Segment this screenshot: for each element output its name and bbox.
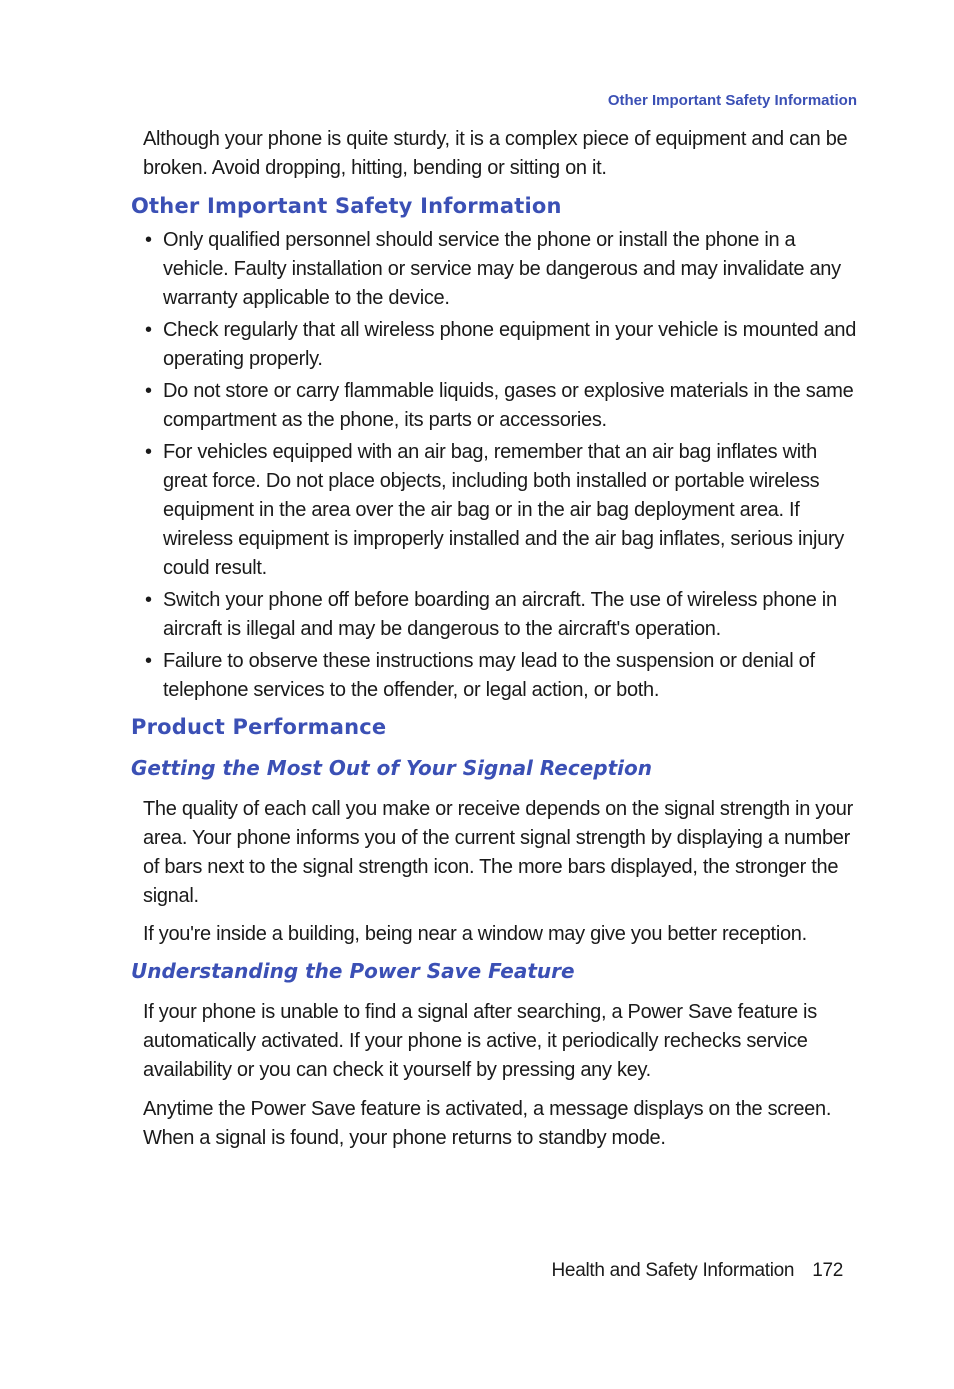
signal-paragraph-2: If you're inside a building, being near a window may give you better reception.	[143, 923, 807, 945]
running-header: Other Important Safety Information	[607, 92, 857, 109]
page-footer	[552, 1260, 843, 1282]
list-item	[145, 316, 865, 374]
bullet-text: Switch your phone off before boarding an aircraft. The use of wireless phone in aircraft is illegal and may be dangerous to the aircraft's operation.	[163, 589, 837, 640]
page-number: 172	[812, 1260, 843, 1281]
bullet-glyph: •	[145, 319, 152, 341]
footer-section-label: Health and Safety Information	[551, 1260, 795, 1281]
bullet-glyph: •	[145, 650, 152, 672]
section-heading-safety: Other Important Safety Information	[131, 194, 562, 218]
subheading-power-save: Understanding the Power Save Feature	[131, 959, 575, 983]
bullet-glyph: •	[145, 441, 152, 463]
bullet-text: Check regularly that all wireless phone equipment in your vehicle is mounted and operating properly.	[163, 319, 857, 370]
list-item	[145, 226, 865, 313]
list-item	[145, 586, 865, 644]
power-save-paragraph-2: Anytime the Power Save feature is activated, a message displays on the screen. When a signal is found, your phone returns to standby mode.	[143, 1098, 832, 1149]
list-item	[145, 377, 865, 435]
bullet-text: Only qualified personnel should service the phone or install the phone in a vehicle. Faulty installation or service may be dangerous and may invalidate any warranty applicable to the device.	[163, 229, 841, 309]
bullet-glyph: •	[145, 589, 152, 611]
list-item	[145, 647, 865, 705]
intro-paragraph: Although your phone is quite sturdy, it is a complex piece of equipment and can be broken. Avoid dropping, hitting, bending or sitting on it.	[143, 128, 848, 179]
safety-bullet-list	[145, 226, 865, 708]
bullet-text: Failure to observe these instructions may lead to the suspension or denial of telephone services to the offender, or legal action, or both.	[163, 650, 815, 701]
bullet-text: Do not store or carry flammable liquids, gases or explosive materials in the same compartment as the phone, its parts or accessories.	[163, 380, 854, 431]
bullet-glyph: •	[145, 380, 152, 402]
bullet-text: For vehicles equipped with an air bag, remember that an air bag inflates with great force. Do not place objects, including both installed or portable wireless equipment in the area over the air bag or in the air bag deployment area. If wireless equipment is improperly installed and the air bag inflates, serious injury could result.	[163, 441, 844, 579]
power-save-paragraph-1: If your phone is unable to find a signal after searching, a Power Save feature is automatically activated. If your phone is active, it periodically rechecks service availability or you can check it yourself by pressing any key.	[143, 1001, 817, 1081]
signal-paragraph-1: The quality of each call you make or receive depends on the signal strength in your area. Your phone informs you of the current signal strength by displaying a number of bars next to the signal strength icon. The more bars displayed, the stronger the signal.	[143, 798, 853, 907]
subheading-signal-reception: Getting the Most Out of Your Signal Reception	[131, 756, 652, 780]
section-heading-performance: Product Performance	[131, 715, 387, 739]
bullet-glyph: •	[145, 229, 152, 251]
list-item	[145, 438, 865, 583]
